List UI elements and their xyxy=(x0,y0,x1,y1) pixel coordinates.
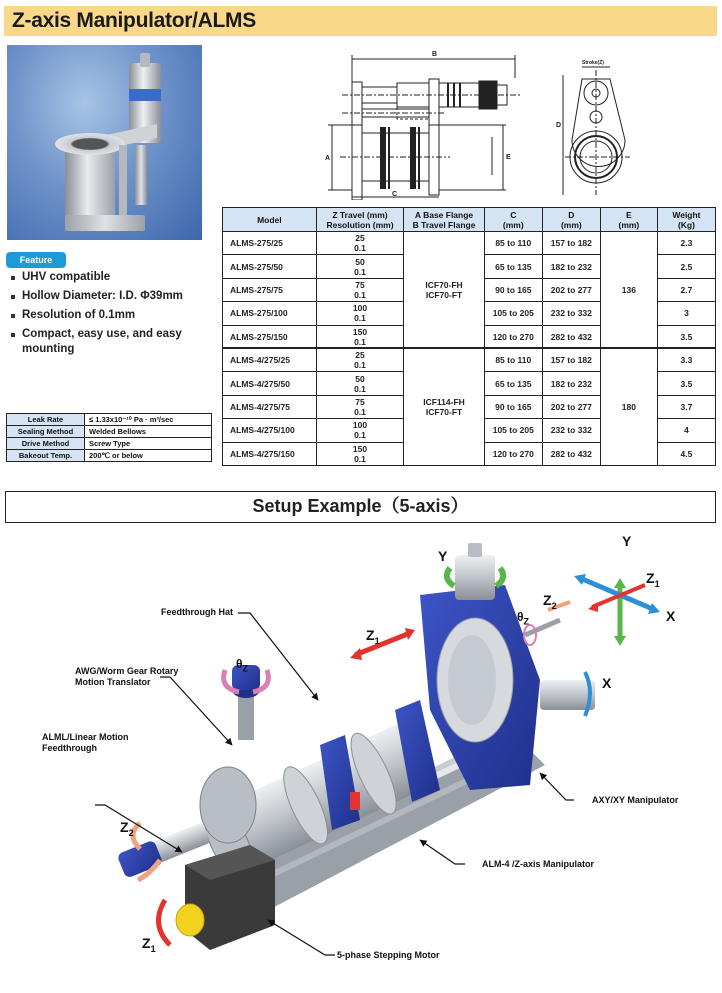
cell-c: 90 to 165 xyxy=(484,278,542,301)
cell-model: ALMS-4/275/50 xyxy=(223,372,317,395)
cell-c: 85 to 110 xyxy=(484,348,542,371)
property-row xyxy=(7,438,212,450)
cell-c: 65 to 135 xyxy=(484,372,542,395)
photo-lower-column xyxy=(135,145,147,205)
cell-d: 182 to 232 xyxy=(542,372,600,395)
property-row xyxy=(7,426,212,438)
dim-e-label: E xyxy=(506,154,511,161)
cell-weight: 3 xyxy=(657,302,715,325)
feature-item: UHV compatible xyxy=(10,270,210,285)
axis-label-x-side: X xyxy=(602,675,612,691)
dimension-drawing xyxy=(320,45,660,200)
cell-model: ALMS-4/275/25 xyxy=(223,348,317,371)
spec-table-header xyxy=(223,208,716,232)
cell-weight: 4 xyxy=(657,419,715,442)
cell-e: 180 xyxy=(600,348,657,465)
cell-d: 202 to 277 xyxy=(542,278,600,301)
cell-travel: 150 0.1 xyxy=(316,442,404,465)
page-title: Z-axis Manipulator/ALMS xyxy=(12,9,256,32)
col-d: D (mm) xyxy=(542,208,600,232)
property-value: ≤ 1.33x10⁻¹⁰ Pa · m³/sec xyxy=(85,414,212,426)
properties-table xyxy=(6,413,212,462)
property-value: 200℃ or below xyxy=(85,450,212,462)
cell-c: 120 to 270 xyxy=(484,325,542,348)
cell-travel: 50 0.1 xyxy=(316,372,404,395)
photo-blue-band xyxy=(129,89,161,101)
cell-c: 65 to 135 xyxy=(484,255,542,278)
cell-c: 120 to 270 xyxy=(484,442,542,465)
col-weight: Weight (Kg) xyxy=(657,208,715,232)
axis-label-z2-left: $Z_2$ xyxy=(120,819,134,838)
callout-motor: 5-phase Stepping Motor xyxy=(337,950,440,960)
axis-label-theta-right: $\theta_Z$ xyxy=(517,610,529,627)
cell-weight: 4.5 xyxy=(657,442,715,465)
cell-model: ALMS-275/25 xyxy=(223,232,317,255)
col-model: Model xyxy=(223,208,317,232)
property-row xyxy=(7,414,212,426)
axis-label-z1-top: $Z_1$ xyxy=(366,627,380,646)
table-row xyxy=(223,232,716,255)
cell-travel: 150 0.1 xyxy=(316,325,404,348)
cell-model: ALMS-4/275/100 xyxy=(223,419,317,442)
cell-d: 232 to 332 xyxy=(542,419,600,442)
cell-travel: 25 0.1 xyxy=(316,232,404,255)
photo-knob xyxy=(140,53,150,67)
feature-list xyxy=(10,270,210,361)
product-photo xyxy=(7,45,202,240)
photo-flange xyxy=(55,133,125,155)
cell-travel: 75 0.1 xyxy=(316,395,404,418)
axis-label-z2-top: $Z_2$ xyxy=(543,592,557,611)
cell-travel: 100 0.1 xyxy=(316,302,404,325)
cell-model: ALMS-4/275/150 xyxy=(223,442,317,465)
cell-model: ALMS-275/50 xyxy=(223,255,317,278)
dim-b-label: B xyxy=(432,51,438,58)
axis-label-y-legend: Y xyxy=(622,533,632,549)
cell-weight: 3.5 xyxy=(657,372,715,395)
axis-label-y-top: Y xyxy=(438,548,448,564)
cell-d: 282 to 432 xyxy=(542,325,600,348)
callout-alm4: ALM-4 /Z-axis Manipulator xyxy=(482,859,595,869)
cell-c: 85 to 110 xyxy=(484,232,542,255)
cell-model: ALMS-275/150 xyxy=(223,325,317,348)
cell-weight: 2.3 xyxy=(657,232,715,255)
axis-label-z1-bottom: $Z_1$ xyxy=(142,935,156,954)
col-flange: A Base Flange B Travel Flange xyxy=(404,208,484,232)
title-bar xyxy=(4,6,717,36)
setup-illustration xyxy=(0,530,722,988)
cell-e: 136 xyxy=(600,232,657,349)
cell-weight: 3.5 xyxy=(657,325,715,348)
cell-d: 282 to 432 xyxy=(542,442,600,465)
cell-c: 105 to 205 xyxy=(484,419,542,442)
cell-travel: 50 0.1 xyxy=(316,255,404,278)
callout-axy: AXY/XY Manipulator xyxy=(592,795,679,805)
cell-travel: 75 0.1 xyxy=(316,278,404,301)
cell-d: 202 to 277 xyxy=(542,395,600,418)
cell-model: ALMS-4/275/75 xyxy=(223,395,317,418)
spec-table xyxy=(222,207,716,466)
dim-d-label: D xyxy=(556,122,562,129)
callout-alml: ALML/Linear Motion Feedthrough xyxy=(42,732,129,753)
feature-item: Compact, easy use, and easy mounting xyxy=(10,327,210,357)
dim-stroke-label: Stroke(Z) xyxy=(582,60,604,66)
property-key: Sealing Method xyxy=(7,426,85,438)
cell-c: 105 to 205 xyxy=(484,302,542,325)
setup-diagram xyxy=(0,530,722,988)
cell-d: 157 to 182 xyxy=(542,348,600,371)
col-travel: Z Travel (mm) Resolution (mm) xyxy=(316,208,404,232)
setup-heading-box xyxy=(5,491,716,523)
callout-awg: AWG/Worm Gear Rotary Motion Translator xyxy=(75,666,179,687)
feature-item: Hollow Diameter: I.D. Φ39mm xyxy=(10,289,210,304)
property-key: Leak Rate xyxy=(7,414,85,426)
axis-label-x-legend: X xyxy=(666,608,676,624)
photo-post xyxy=(119,145,127,215)
dim-a-label: A xyxy=(325,155,331,162)
cell-flange: ICF70-FH ICF70-FT xyxy=(404,232,484,349)
property-value: Screw Type xyxy=(85,438,212,450)
cell-model: ALMS-275/100 xyxy=(223,302,317,325)
cell-weight: 3.7 xyxy=(657,395,715,418)
cell-weight: 2.7 xyxy=(657,278,715,301)
cell-travel: 100 0.1 xyxy=(316,419,404,442)
cell-d: 232 to 332 xyxy=(542,302,600,325)
axis-label-theta-left: $\theta_Z$ xyxy=(236,657,248,674)
feature-badge: Feature xyxy=(6,252,66,268)
setup-title: Setup Example（5-axis） xyxy=(252,496,469,516)
cell-weight: 2.5 xyxy=(657,255,715,278)
property-key: Bakeout Temp. xyxy=(7,450,85,462)
property-key: Drive Method xyxy=(7,438,85,450)
photo-bellows-tube xyxy=(65,145,115,225)
cell-d: 182 to 232 xyxy=(542,255,600,278)
cell-flange: ICF114-FH ICF70-FT xyxy=(404,348,484,465)
property-row xyxy=(7,450,212,462)
col-c: C (mm) xyxy=(484,208,542,232)
cell-model: ALMS-275/75 xyxy=(223,278,317,301)
cell-travel: 25 0.1 xyxy=(316,348,404,371)
cell-c: 90 to 165 xyxy=(484,395,542,418)
axis-label-z1-legend: $Z_1$ xyxy=(646,570,660,589)
col-e: E (mm) xyxy=(600,208,657,232)
photo-base xyxy=(65,215,145,231)
feature-item: Resolution of 0.1mm xyxy=(10,308,210,323)
cell-d: 157 to 182 xyxy=(542,232,600,255)
callout-feedthrough-hat: Feedthrough Hat xyxy=(161,607,233,617)
table-row xyxy=(223,348,716,371)
cell-weight: 3.3 xyxy=(657,348,715,371)
property-value: Welded Bellows xyxy=(85,426,212,438)
dim-c-label: C xyxy=(392,191,398,198)
